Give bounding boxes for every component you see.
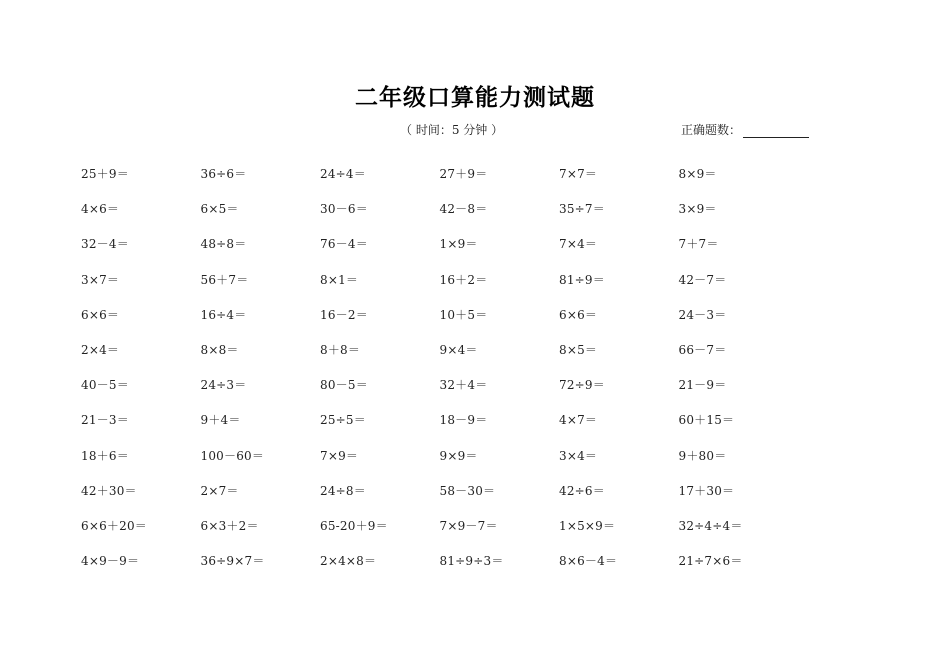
problem-item: 56＋7＝ (200, 272, 249, 287)
problem-item: 10＋5＝ (439, 307, 488, 322)
problem-item: 80－5＝ (320, 378, 368, 393)
problem-item: 66－7＝ (678, 342, 727, 357)
problem-item: 42－8＝ (439, 202, 488, 217)
time-limit-note: （ 时间：5 分钟 ） (400, 123, 504, 137)
problem-item: 7×4＝ (559, 237, 598, 252)
problem-item: 36÷9×7＝ (200, 554, 265, 569)
problem-row (81, 165, 881, 200)
problem-item: 16＋2＝ (439, 272, 488, 287)
score-blank-line[interactable] (743, 123, 809, 138)
problem-item: 81÷9＝ (559, 272, 605, 287)
problem-item: 3×9＝ (678, 202, 717, 217)
problem-grid (81, 165, 881, 587)
problem-item: 17＋30＝ (678, 483, 735, 498)
problem-row (81, 411, 881, 446)
problem-item: 18＋6＝ (81, 448, 129, 463)
problem-item: 32＋4＝ (439, 378, 488, 393)
problem-item: 6×5＝ (200, 202, 239, 217)
problem-item: 8×6－4＝ (559, 554, 618, 569)
problem-item: 24－3＝ (678, 307, 727, 322)
score-label: 正确题数： (681, 123, 742, 137)
problem-item: 4×6＝ (81, 202, 120, 217)
problem-item: 32÷4÷4＝ (678, 518, 743, 533)
problem-item: 1×9＝ (439, 237, 478, 252)
problem-item: 42÷6＝ (559, 483, 605, 498)
problem-item: 16－2＝ (320, 307, 368, 322)
problem-row (81, 552, 881, 587)
problem-item: 9×9＝ (439, 448, 478, 463)
problem-item: 58－30＝ (439, 483, 496, 498)
problem-item: 36÷6＝ (200, 167, 247, 181)
problem-item: 7×9＝ (320, 448, 359, 463)
problem-item: 8×5＝ (559, 342, 598, 357)
worksheet-title: 二年级口算能力测试题 (355, 84, 595, 111)
problem-item: 65-20＋9＝ (320, 518, 388, 533)
problem-item: 7×9－7＝ (439, 518, 498, 533)
problem-item: 72÷9＝ (559, 378, 605, 393)
problem-item: 25＋9＝ (81, 167, 129, 181)
problem-item: 1×5×9＝ (559, 518, 616, 533)
problem-row (81, 517, 881, 552)
problem-item: 2×4＝ (81, 342, 120, 357)
problem-item: 24÷3＝ (200, 378, 247, 393)
problem-item: 35÷7＝ (559, 202, 605, 217)
problem-item: 4×7＝ (559, 413, 598, 428)
problem-item: 21－9＝ (678, 378, 727, 393)
problem-row (81, 482, 881, 517)
problem-item: 27＋9＝ (439, 167, 488, 181)
problem-item: 8×1＝ (320, 272, 359, 287)
problem-item: 81÷9÷3＝ (439, 554, 504, 569)
problem-item: 60＋15＝ (678, 413, 735, 428)
problem-item: 100－60＝ (200, 448, 265, 463)
problem-item: 24÷4＝ (320, 167, 366, 181)
score-field (681, 121, 809, 138)
problem-item: 8＋8＝ (320, 342, 361, 357)
problem-item: 42－7＝ (678, 272, 727, 287)
problem-item: 30－6＝ (320, 202, 368, 217)
problem-item: 3×7＝ (81, 272, 120, 287)
problem-item: 18－9＝ (439, 413, 488, 428)
problem-item: 8×8＝ (200, 342, 239, 357)
problem-row (81, 200, 881, 235)
problem-row (81, 341, 881, 376)
problem-row (81, 306, 881, 341)
problem-item: 21－3＝ (81, 413, 129, 428)
problem-item: 76－4＝ (320, 237, 368, 252)
problem-item: 32－4＝ (81, 237, 129, 252)
problem-item: 7＋7＝ (678, 237, 719, 252)
problem-item: 48÷8＝ (200, 237, 247, 252)
problem-item: 3×4＝ (559, 448, 598, 463)
problem-item: 6×3＋2＝ (200, 518, 259, 533)
problem-item: 16÷4＝ (200, 307, 247, 322)
problem-item: 9＋4＝ (200, 413, 241, 428)
problem-item: 2×4×8＝ (320, 554, 377, 569)
problem-row (81, 447, 881, 482)
problem-item: 4×9－9＝ (81, 554, 140, 569)
problem-item: 6×6＋20＝ (81, 518, 147, 533)
problem-item: 8×9＝ (678, 167, 717, 181)
problem-item: 9＋80＝ (678, 448, 727, 463)
problem-row (81, 376, 881, 411)
problem-item: 25÷5＝ (320, 413, 366, 428)
problem-row (81, 235, 881, 270)
problem-item: 21÷7×6＝ (678, 554, 743, 569)
problem-item: 6×6＝ (81, 307, 120, 322)
problem-item: 6×6＝ (559, 307, 598, 322)
problem-item: 7×7＝ (559, 167, 598, 181)
problem-item: 42＋30＝ (81, 483, 137, 498)
problem-item: 9×4＝ (439, 342, 478, 357)
problem-item: 24÷8＝ (320, 483, 366, 498)
problem-item: 2×7＝ (200, 483, 239, 498)
problem-item: 40－5＝ (81, 378, 129, 393)
problem-row (81, 271, 881, 306)
